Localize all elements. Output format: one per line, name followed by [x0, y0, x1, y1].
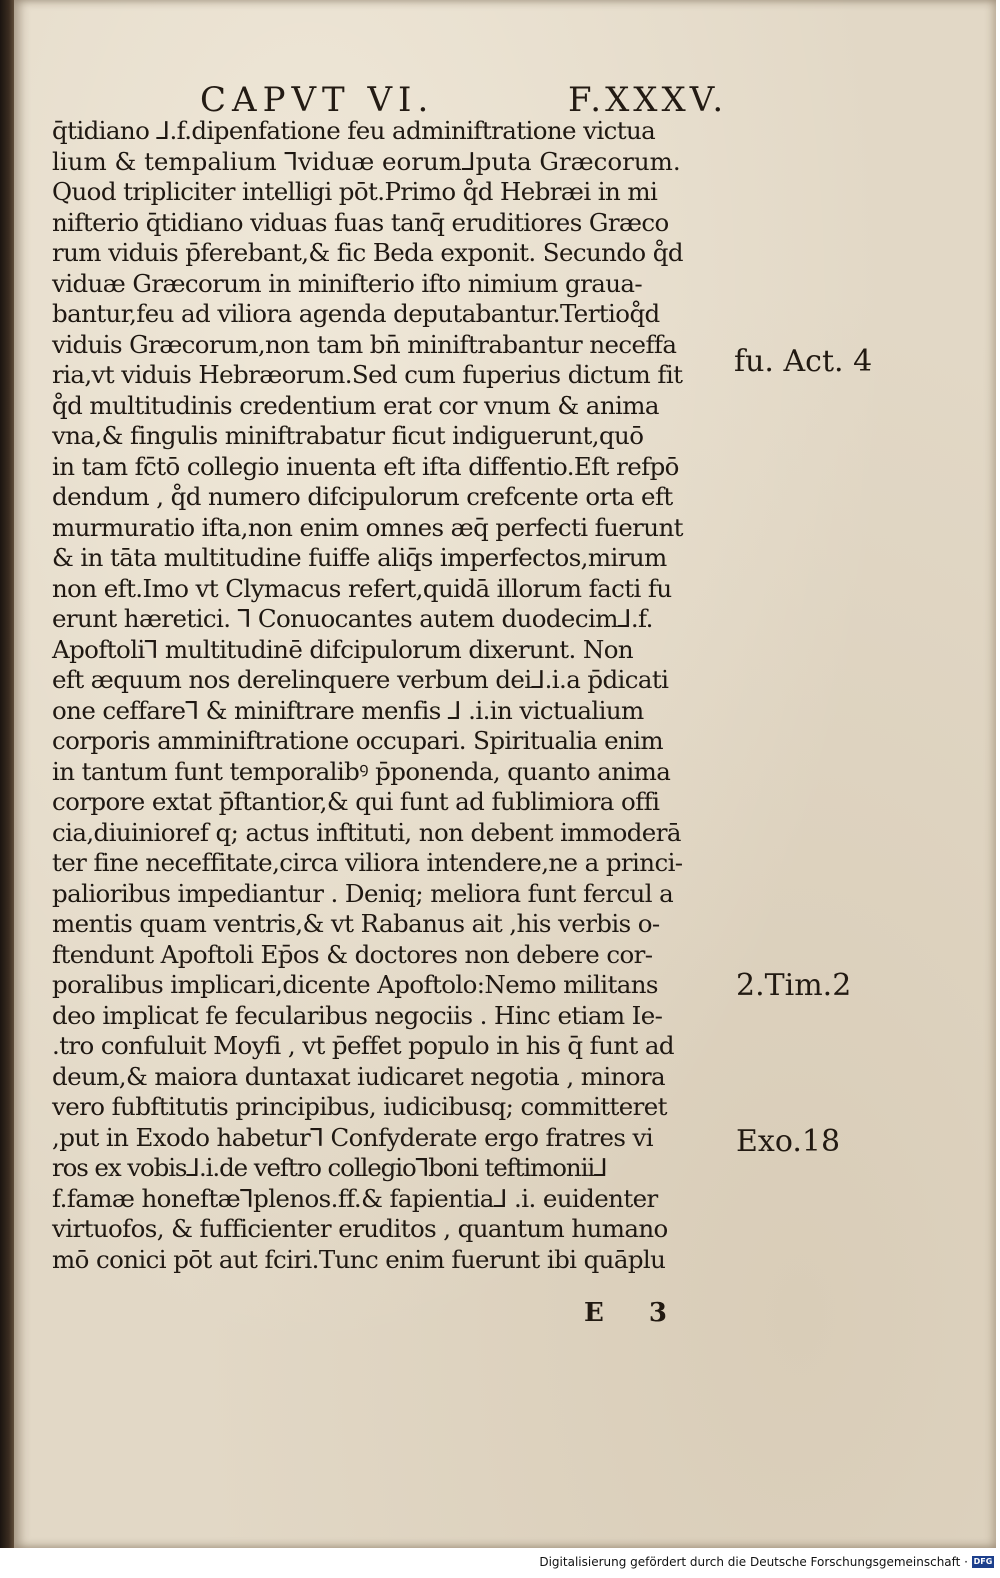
- text-line: viduis Græcorum,non tam bn̄ miniftrabantur neceffa: [52, 329, 677, 359]
- text-line: palioribus impediantur . Deniq; meliora funt fercul a: [52, 878, 674, 908]
- folio-number: F.XXXV.: [568, 80, 728, 120]
- text-line: q̄tidiano ⅃.f.dipenfatione feu adminiftratione victua: [52, 116, 656, 145]
- text-line: vna,& fingulis miniftrabatur ficut indiguerunt,quō: [52, 421, 644, 450]
- dfg-logo: DFG: [973, 1557, 993, 1566]
- text-line: bantur,feu ad viliora agenda deputabantur.Tertioq̊d: [52, 299, 660, 328]
- signature-mark: E 3: [584, 1298, 685, 1328]
- text-line: lium & tempalium ⅂viduæ eorum⅃puta Græcorum.: [52, 146, 681, 176]
- text-line: mentis quam ventris,& vt Rabanus ait ,his verbis o-: [52, 909, 660, 938]
- text-line: dendum , q̊d numero difcipulorum crefcente orta eft: [52, 482, 673, 511]
- text-line: & in tāta multitudine fuiffe aliq̄s imperfectos,mirum: [52, 543, 667, 572]
- credit-text: Digitalisierung gefördert durch die Deutsche Forschungsgemeinschaft ·: [539, 1555, 968, 1569]
- digitization-credit: [539, 1555, 994, 1569]
- margin-note-exodus: Exo.18: [736, 1124, 841, 1159]
- text-line: erunt hæretici. ⅂ Conuocantes autem duodecim⅃.f.: [52, 604, 653, 633]
- text-line: corpore extat p̄ftantior,& qui funt ad fublimiora offi: [52, 787, 660, 816]
- chapter-heading: CAPVT VI.: [200, 80, 435, 120]
- text-line: q̊d multitudinis credentium erat cor vnum & anima: [52, 390, 659, 420]
- text-line: deo implicat fe fecularibus negociis . Hinc etiam Ie-: [52, 1000, 663, 1030]
- text-line: ftendunt Apoftoli Ep̄os & doctores non debere cor-: [52, 939, 653, 969]
- text-line: ria,vt viduis Hebræorum.Sed cum fuperius dictum fit: [52, 360, 683, 389]
- text-line: eft æquum nos derelinquere verbum dei⅃.i.a p̄dicati: [52, 665, 669, 694]
- text-line: .tro confuluit Moyfi , vt p̄effet populo in his q̄ funt ad: [52, 1031, 675, 1060]
- text-line: ter fine neceffitate,circa viliora intendere,ne a princi-: [52, 848, 683, 877]
- text-line: in tam fc̄tō collegio inuenta eft ifta diffentio.Eft refpō: [52, 451, 679, 481]
- text-line: ros ex vobis⅃.i.de veftro collegio⅂boni teftimonii⅃: [52, 1153, 607, 1182]
- text-line: ,put in Exodo habetur⅂ Confyderate ergo fratres vi: [52, 1122, 654, 1152]
- text-line: poralibus implicari,dicente Apoftolo:Nemo militans: [52, 970, 658, 999]
- text-line: viduæ Græcorum in minifterio ifto nimium graua-: [52, 268, 643, 298]
- main-text-block: [52, 116, 728, 1275]
- margin-note-timothy: 2.Tim.2: [736, 968, 852, 1003]
- text-line: murmuratio ifta,non enim omnes æq̄ perfecti fuerunt: [52, 512, 683, 542]
- text-line: vero fubftitutis principibus, iudicibusq; committeret: [52, 1092, 667, 1121]
- margin-note-acts: fu. Act. 4: [734, 344, 873, 379]
- text-line: Apoftoli⅂ multitudinē difcipulorum dixerunt. Non: [52, 634, 634, 664]
- text-line: non eft.Imo vt Clymacus refert,quidā illorum facti fu: [52, 573, 672, 603]
- text-line: deum,& maiora duntaxat iudicaret negotia , minora: [52, 1061, 666, 1091]
- text-line: mō conici pōt aut fciri.Tunc enim fuerunt ibi quāplu: [52, 1244, 666, 1274]
- text-line: in tantum funt temporalibꝰ p̄ponenda, quanto anima: [52, 756, 671, 786]
- text-line: corporis amminiftratione occupari. Spiritualia enim: [52, 726, 664, 755]
- text-line: f.famæ honeftæ⅂plenos.ff.& fapientia⅃ .i. euidenter: [52, 1183, 658, 1213]
- text-line: rum viduis p̄ferebant,& fic Beda exponit. Secundo q̊d: [52, 238, 683, 267]
- text-line: nifterio q̄tidiano viduas fuas tanq̄ eruditiores Græco: [52, 207, 669, 237]
- text-line: virtuofos, & fufficienter eruditos , quantum humano: [52, 1214, 668, 1243]
- text-line: Quod tripliciter intelligi pōt.Primo q̊d Hebræi in mi: [52, 177, 658, 206]
- text-line: cia,diuinioref q; actus inftituti, non debent immoderā: [52, 817, 681, 847]
- text-line: one ceffare⅂ & miniftrare menfis ⅃ .i.in victualium: [52, 695, 644, 725]
